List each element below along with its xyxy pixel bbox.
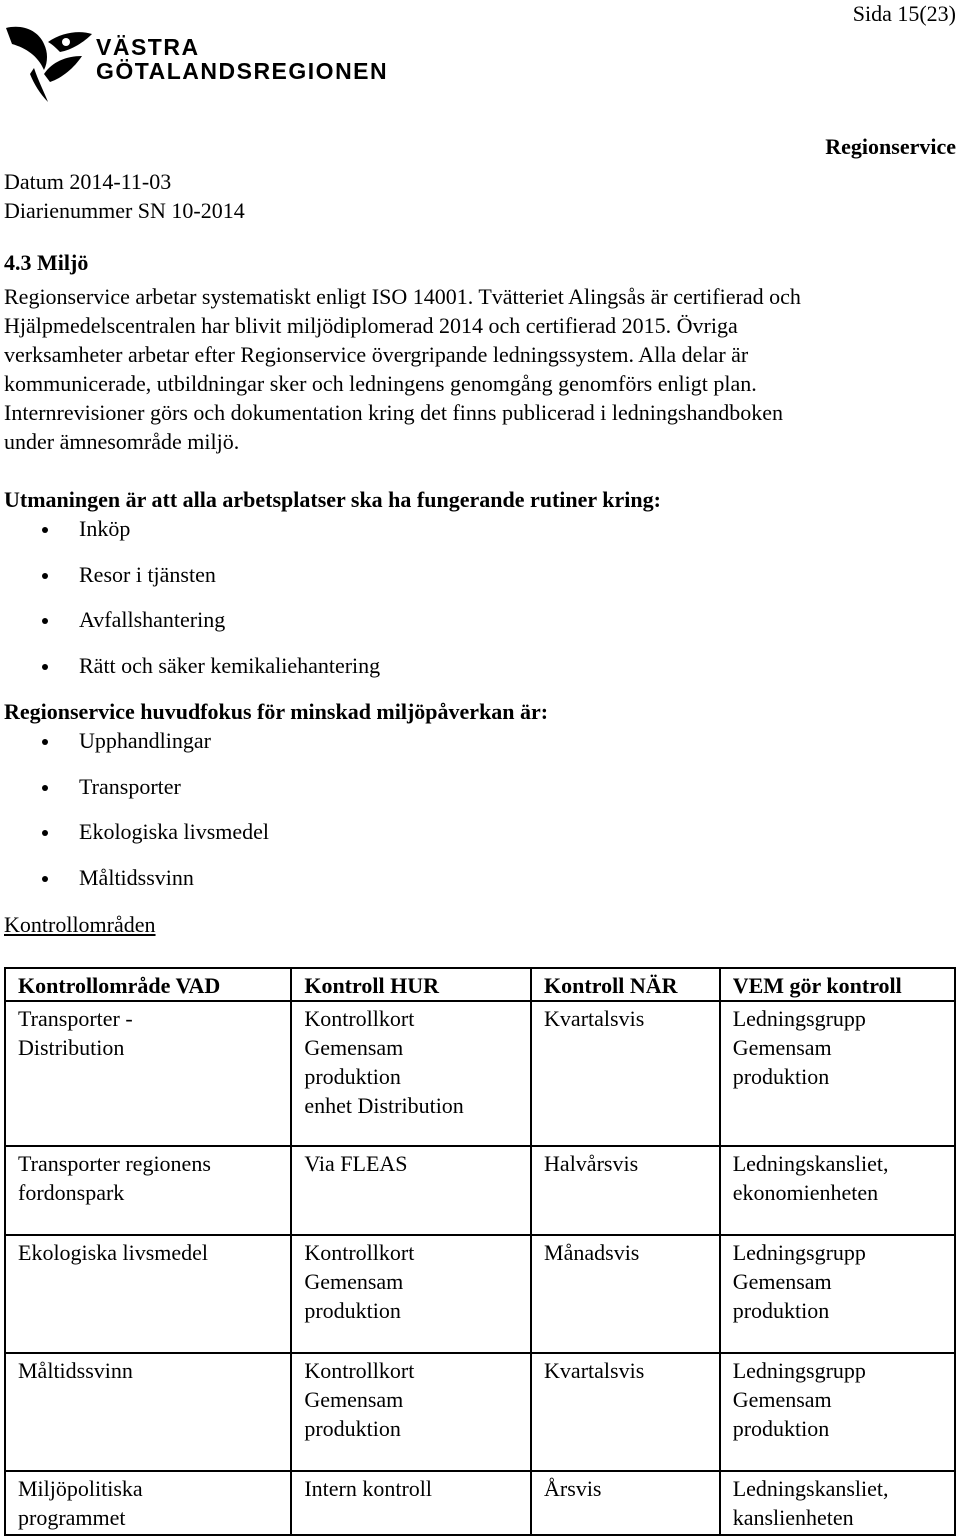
paragraph-line: Regionservice arbetar systematiskt enligt ISO 14001. Tvätteriet Alingsås är certifierad och	[4, 284, 801, 309]
bullet-icon	[42, 618, 48, 624]
cell-vem: Ledningsgrupp Gemensam produktion	[720, 1353, 955, 1471]
vgr-logo	[4, 22, 389, 104]
cell-vad: Miljöpolitiska programmet	[5, 1471, 291, 1535]
column-header: VEM gör kontroll	[720, 968, 955, 1001]
list-item: Transporter	[0, 772, 269, 818]
paragraph-line: Internrevisioner görs och dokumentation kring det finns publicerad i ledningshandboken	[4, 400, 783, 425]
paragraph-line: Hjälpmedelscentralen har blivit miljödiplomerad 2014 och certifierad 2015. Övriga	[4, 313, 738, 338]
cell-hur: Kontrollkort Gemensam produktion enhet Distribution	[291, 1001, 531, 1146]
table-row	[5, 1471, 955, 1535]
list-item: Resor i tjänsten	[0, 560, 380, 606]
page-number: Sida 15(23)	[852, 1, 956, 26]
bullet-icon	[42, 664, 48, 670]
paragraph-line: kommunicerade, utbildningar sker och ledningens genomgång genomförs enligt plan.	[4, 371, 757, 396]
cell-vad: Transporter - Distribution	[5, 1001, 291, 1146]
cell-nar: Årsvis	[531, 1471, 720, 1535]
section-paragraph	[4, 282, 954, 456]
cell-hur: Kontrollkort Gemensam produktion	[291, 1235, 531, 1353]
list-item: Ekologiska livsmedel	[0, 817, 269, 863]
bullet-icon	[42, 739, 48, 745]
table-row	[5, 1353, 955, 1471]
cell-hur: Via FLEAS	[291, 1146, 531, 1235]
cell-vem: Ledningsgrupp Gemensam produktion	[720, 1235, 955, 1353]
cell-vad: Transporter regionens fordonspark	[5, 1146, 291, 1235]
challenge-list	[0, 514, 380, 697]
cell-nar: Kvartalsvis	[531, 1001, 720, 1146]
bullet-icon	[42, 573, 48, 579]
list-item: Måltidssvinn	[0, 863, 269, 909]
list-item: Upphandlingar	[0, 726, 269, 772]
list-item: Avfallshantering	[0, 605, 380, 651]
cell-vad: Måltidssvinn	[5, 1353, 291, 1471]
cell-nar: Kvartalsvis	[531, 1353, 720, 1471]
logo-line-2: GÖTALANDSREGIONEN	[96, 58, 389, 84]
bullet-icon	[42, 785, 48, 791]
column-header: Kontroll HUR	[291, 968, 531, 1001]
challenge-title: Utmaningen är att alla arbetsplatser ska ha fungerande rutiner kring:	[4, 487, 661, 512]
diary-number: Diarienummer SN 10-2014	[4, 198, 245, 223]
bullet-icon	[42, 876, 48, 882]
table-row	[5, 1235, 955, 1353]
cell-hur: Intern kontroll	[291, 1471, 531, 1535]
list-item: Rätt och säker kemikaliehantering	[0, 651, 380, 697]
cell-vad: Ekologiska livsmedel	[5, 1235, 291, 1353]
focus-title: Regionservice huvudfokus för minskad miljöpåverkan är:	[4, 699, 549, 724]
table-row	[5, 1146, 955, 1235]
focus-list	[0, 726, 269, 909]
column-header: Kontrollområde VAD	[5, 968, 291, 1001]
vgr-logo-mark-icon	[4, 22, 94, 104]
table-row	[5, 1001, 955, 1146]
table-header-row	[5, 968, 955, 1001]
logo-line-1: VÄSTRA	[96, 34, 200, 60]
document-meta	[4, 167, 245, 225]
cell-nar: Halvårsvis	[531, 1146, 720, 1235]
paragraph-line: under ämnesområde miljö.	[4, 429, 240, 454]
section-heading: 4.3 Miljö	[4, 250, 89, 275]
column-header: Kontroll NÄR	[531, 968, 720, 1001]
unit-name: Regionservice	[825, 134, 956, 159]
control-table	[4, 967, 956, 1536]
bullet-icon	[42, 830, 48, 836]
cell-hur: Kontrollkort Gemensam produktion	[291, 1353, 531, 1471]
paragraph-line: verksamheter arbetar efter Regionservice övergripande ledningssystem. Alla delar är	[4, 342, 749, 367]
cell-vem: Ledningskansliet, kanslienheten	[720, 1471, 955, 1535]
cell-vem: Ledningskansliet, ekonomienheten	[720, 1146, 955, 1235]
cell-nar: Månadsvis	[531, 1235, 720, 1353]
bullet-icon	[42, 527, 48, 533]
document-date: Datum 2014-11-03	[4, 169, 172, 194]
control-areas-label: Kontrollområden	[4, 912, 156, 937]
cell-vem: Ledningsgrupp Gemensam produktion	[720, 1001, 955, 1146]
list-item: Inköp	[0, 514, 380, 560]
